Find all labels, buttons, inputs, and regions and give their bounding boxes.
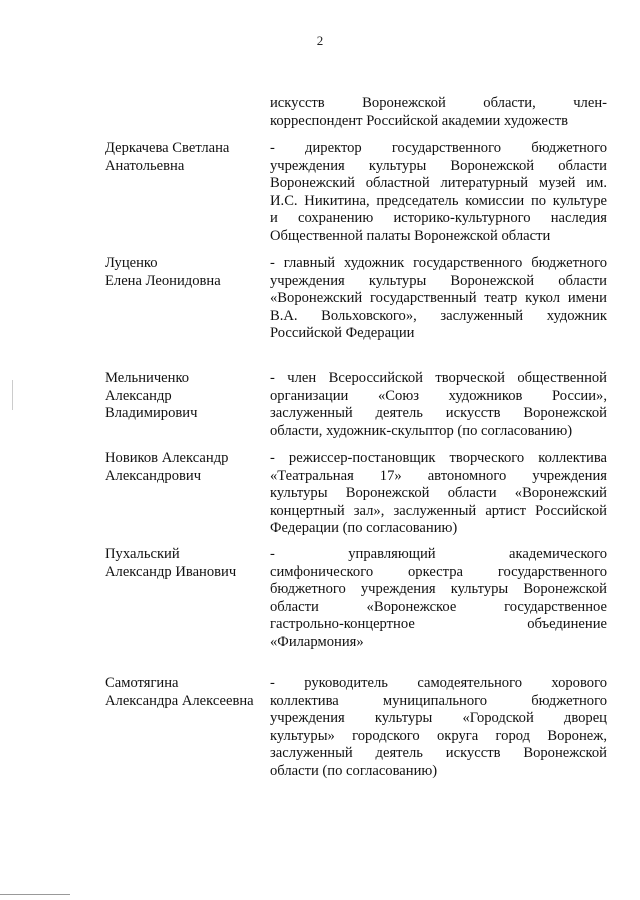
- description-line: Федерации (по согласованию): [270, 520, 458, 536]
- name-line: Новиков Александр: [105, 450, 229, 466]
- description-line: культуры Воронежской области «Воронежский: [270, 485, 607, 501]
- member-description: [270, 675, 607, 780]
- description-line: - главный художник государственного бюджетного: [270, 255, 607, 271]
- member-description: [270, 370, 607, 440]
- description-line: заслуженный деятель искусств Воронежской: [270, 745, 607, 761]
- description-line: симфонического оркестра государственного: [270, 563, 607, 580]
- description-line: Общественной палаты Воронежской области: [270, 227, 551, 244]
- description-line: В.А. Вольховского», заслуженный художник: [270, 307, 607, 324]
- description-line: - член Всероссийской творческой общественной: [270, 370, 607, 386]
- description-line: - управляющий академического: [270, 546, 607, 562]
- name-line: Александр: [105, 387, 172, 404]
- description-line: «Филармония»: [270, 633, 364, 650]
- name-line: Самотягина: [105, 675, 179, 691]
- description-line: области (по согласованию): [270, 762, 438, 779]
- description-line: организации «Союз художников России»,: [270, 387, 607, 404]
- member-name: [105, 255, 270, 290]
- description-line: заслуженный деятель искусств Воронежской: [270, 405, 607, 421]
- member-description: [270, 546, 607, 651]
- name-line: Анатольевна: [105, 157, 185, 174]
- description-line: «Воронежский государственный театр кукол имени: [270, 290, 607, 306]
- name-line: Деркачева Светлана: [105, 140, 230, 156]
- member-description: [270, 255, 607, 343]
- name-line: Елена Леонидовна: [105, 272, 221, 289]
- description-line: учреждения культуры Воронежской области: [270, 272, 607, 289]
- member-name: [105, 450, 270, 485]
- name-line: Пухальский: [105, 546, 180, 562]
- description-line: И.С. Никитина, председатель комиссии по культуре: [270, 192, 607, 209]
- name-line: Мельниченко: [105, 370, 190, 386]
- description-line: «Театральная 17» автономного учреждения: [270, 467, 607, 484]
- description-line: коллектива муниципального бюджетного: [270, 692, 607, 709]
- name-line: Александр Иванович: [105, 563, 237, 580]
- description-line: учреждения культуры Воронежской области: [270, 157, 607, 174]
- member-description: [270, 450, 607, 538]
- member-name: [105, 370, 270, 423]
- description-line: концертный зал», заслуженный артист Российской: [270, 502, 607, 519]
- description-line: Воронежский областной литературный музей им.: [270, 175, 607, 191]
- member-description: [270, 95, 607, 130]
- description-line: - директор государственного бюджетного: [270, 140, 607, 156]
- description-line: - режиссер-постановщик творческого коллектива: [270, 450, 607, 466]
- member-name: [105, 140, 270, 175]
- member-description: [270, 140, 607, 245]
- description-line: учреждения культуры «Городской дворец: [270, 710, 607, 726]
- description-line: культуры» городского округа город Воронеж,: [270, 727, 607, 744]
- description-line: гастрольно-концертное объединение: [270, 616, 607, 632]
- name-line: Луценко: [105, 255, 158, 271]
- description-line: искусств Воронежской области, член-: [270, 95, 607, 111]
- member-name: [105, 546, 270, 581]
- description-line: бюджетного учреждения культуры Воронежской: [270, 581, 607, 597]
- name-line: Владимирович: [105, 405, 198, 421]
- page-number: 2: [316, 33, 324, 48]
- name-line: Александра Алексеевна: [105, 692, 254, 709]
- name-line: Александрович: [105, 467, 202, 484]
- description-line: области, художник-скульптор (по согласованию): [270, 422, 573, 439]
- description-line: корреспондент Российской академии художеств: [270, 112, 568, 129]
- description-line: Российской Федерации: [270, 325, 415, 341]
- description-line: и сохранению историко-культурного наследия: [270, 210, 607, 226]
- bottom-edge-line: [0, 894, 70, 895]
- scan-margin-mark: [12, 380, 13, 410]
- description-line: области «Воронежское государственное: [270, 598, 607, 615]
- description-line: - руководитель самодеятельного хорового: [270, 675, 607, 691]
- member-name: [105, 675, 270, 710]
